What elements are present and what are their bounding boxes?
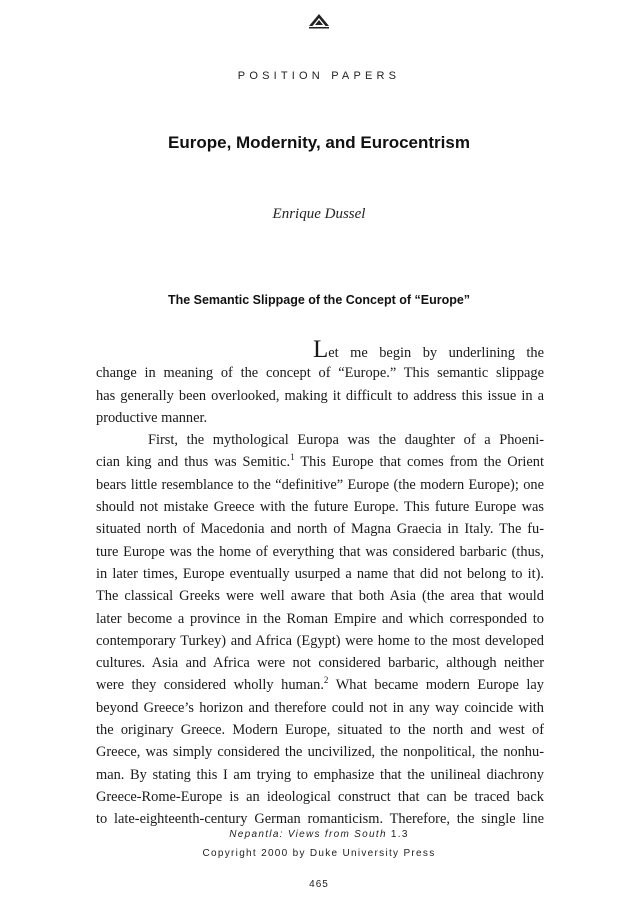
footnote-marker[interactable]: 1 — [290, 452, 295, 463]
body-line: beyond Greece’s horizon and therefore could not in any way coincide with — [96, 699, 544, 716]
body-line: bears little resemblance to the “definitive” Europe (the modern Europe); one — [96, 476, 544, 493]
page-number: 465 — [309, 879, 329, 890]
article-body — [96, 340, 544, 831]
body-line: to late-eighteenth-century German romanticism. Therefore, the single line — [96, 811, 544, 828]
article-author: Enrique Dussel — [272, 206, 366, 222]
body-line: Let me begin by underlining the — [96, 340, 544, 362]
body-line: later become a province in the Roman Empire and which corresponded to — [96, 610, 544, 627]
body-line: in later times, Europe eventually usurped a name that did not belong to it). — [96, 565, 544, 582]
body-line: should not mistake Greece with the future Europe. This future Europe was — [96, 499, 544, 516]
copyright-notice: Copyright 2000 by Duke University Press — [202, 848, 436, 859]
body-line: The classical Greeks were well aware that both Asia (the area that would — [96, 588, 544, 605]
body-line: change in meaning of the concept of “Europe.” This semantic slippage — [96, 365, 544, 382]
section-subheading: The Semantic Slippage of the Concept of “Europe” — [167, 293, 471, 307]
journal-logo-icon — [307, 12, 331, 30]
body-line: Greece, was simply considered the uncivilized, the nonpolitical, the nonhu- — [96, 744, 544, 761]
article-title: Europe, Modernity, and Eurocentrism — [168, 133, 470, 152]
body-line: First, the mythological Europa was the daughter of a Phoeni- — [148, 432, 544, 449]
body-line: cian king and thus was Semitic.$^1$ This Europe that comes from the Orient — [96, 452, 544, 471]
body-line: cultures. Asia and Africa were not considered barbaric, although neither — [96, 655, 544, 672]
body-line: Greece-Rome-Europe is an ideological construct that can be traced back — [96, 788, 544, 805]
body-line: man. By stating this I am trying to emphasize that the unilineal diachrony — [96, 766, 544, 783]
footnote-marker[interactable]: 2 — [323, 675, 329, 686]
body-line: were they considered wholly human.$^2$ What became modern Europe lay — [96, 675, 544, 694]
body-line: the originary Greece. Modern Europe, situated to the north and west of — [96, 722, 544, 739]
drop-cap: L — [313, 340, 329, 363]
journal-citation — [0, 829, 638, 840]
body-line: situated north of Macedonia and north of Magna Graecia in Italy. The fu- — [96, 521, 544, 538]
journal-name: Nepantla: Views from South — [229, 829, 387, 840]
journal-volume: 1.3 — [390, 829, 409, 840]
body-line: ture Europe was the home of everything that was considered barbaric (thus, — [96, 543, 544, 560]
body-line: productive manner. — [96, 409, 208, 426]
section-label: POSITION PAPERS — [237, 70, 401, 82]
body-line: has generally been overlooked, making it difficult to address this issue in a — [96, 387, 544, 404]
body-line: contemporary Turkey) and Africa (Egypt) were home to the most developed — [96, 632, 544, 649]
